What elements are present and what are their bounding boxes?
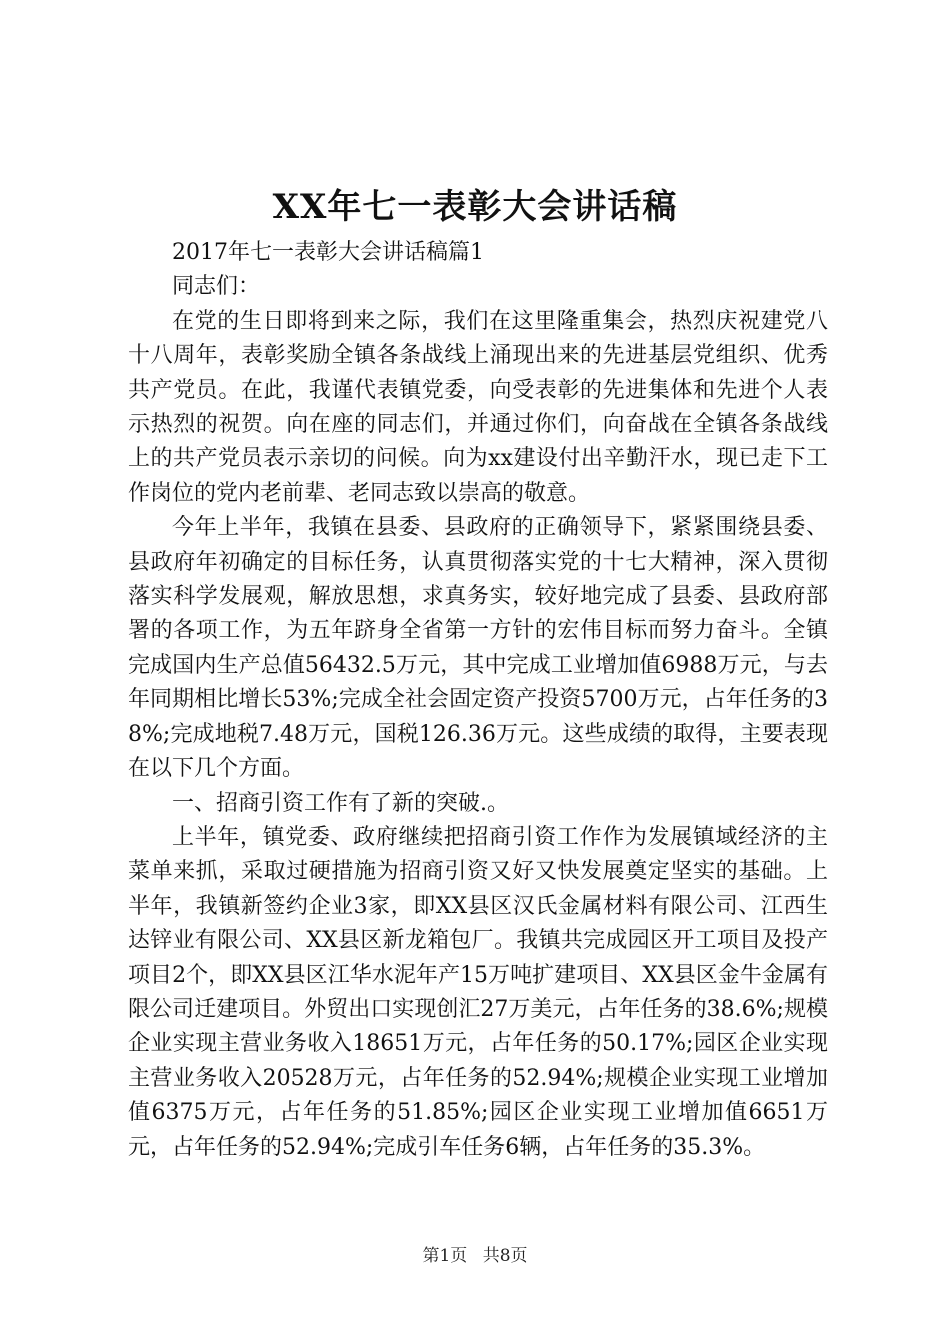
page-total: 共8页 xyxy=(482,1246,528,1266)
page-number: 第1页 xyxy=(422,1246,468,1266)
document-title: XX年七一表彰大会讲话稿 xyxy=(272,187,678,227)
subtitle-paragraph: 2017年七一表彰大会讲话稿篇1 xyxy=(172,240,484,265)
salutation-paragraph: 同志们： xyxy=(172,274,261,300)
body-paragraph: 在党的生日即将到来之际，我们在这里隆重集会，热烈庆祝建党八十八周年，表彰奖励全镇各条战线上涌现出来的先进基层党组织、优秀共产党员。在此，我谨代表镇党委，向受表彰的先进集体和先进个人表示热烈的祝贺。向在座的同志们，并通过你们，向奋战在全镇各条战线上的共产党员表示亲切的问候。向为xx建设付出辛勤汗水，现已走下工作岗位的党内老前辈、老同志致以崇高的敬意。 xyxy=(128,308,828,506)
body-paragraph: 上半年，镇党委、政府继续把招商引资工作作为发展镇域经济的主菜单来抓，采取过硬措施为招商引资又好又快发展奠定坚实的基础。上半年，我镇新签约企业3家，即XX县区汉氏金属材料有限公司、江西生达锌业有限公司、XX县区新龙箱包厂。我镇共完成园区开工项目及投产项目2个，即XX县区江华水泥年产15万吨扩建项目、XX县区金牛金属有限公司迁建项目。外贸出口实现创汇27万美元，占年任务的38.6%;规模企业实现主营业务收入18651万元，占年任务的50.17%;园区企业实现主营业务收入20528万元，占年任务的52.94%;规模企业实现工业增加值6375万元，占年任务的51.85%;园区企业实现工业增加值6651万元，占年任务的52.94%;完成引车任务6辆，占年任务的35.3%。 xyxy=(128,824,828,1160)
body-paragraph: 今年上半年，我镇在县委、县政府的正确领导下，紧紧围绕县委、县政府年初确定的目标任务，认真贯彻落实党的十七大精神，深入贯彻落实科学发展观，解放思想，求真务实，较好地完成了县委、县政府部署的各项工作，为五年跻身全省第一方针的宏伟目标而努力奋斗。全镇完成国内生产总值56432.5万元，其中完成工业增加值6988万元，与去年同期相比增长53%;完成全社会固定资产投资5700万元，占年任务的38%;完成地税7.48万元，国税126.36万元。这些成绩的取得，主要表现在以下几个方面。 xyxy=(128,515,828,782)
section-heading: 一、招商引资工作有了新的突破.。 xyxy=(172,790,509,816)
document-body xyxy=(128,236,828,1165)
page-footer xyxy=(0,1244,950,1268)
